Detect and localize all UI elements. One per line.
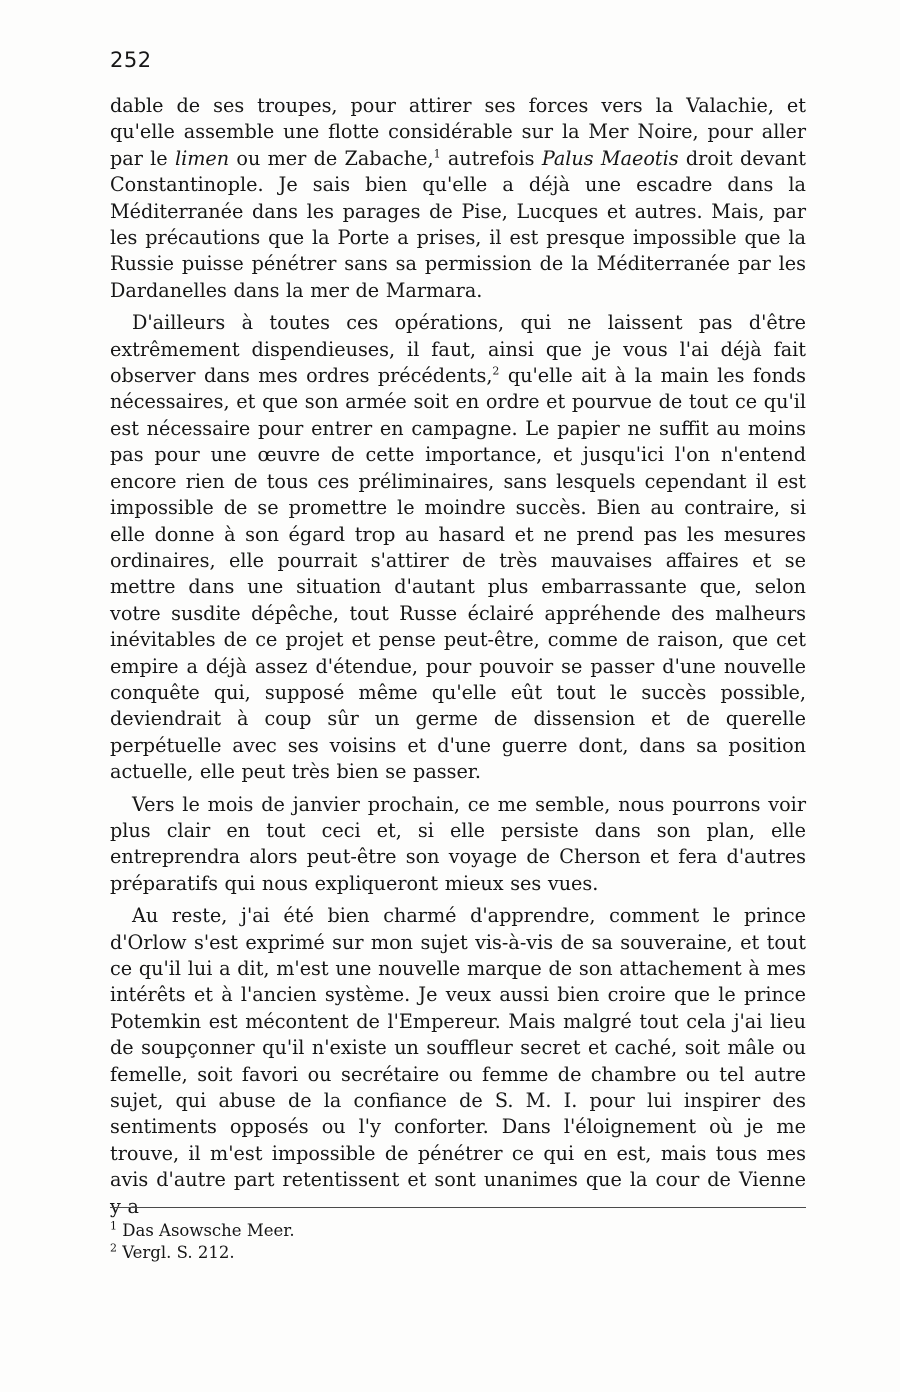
paragraph — [110, 93, 806, 304]
footnote-marker: 1 — [110, 1219, 117, 1233]
text-run: droit devant Constantinople. Je sais bien qu'elle a déjà une escadre dans la Méditerranée dans les parages de Pise, Lucques et autres. Mais, par les précautions que la Porte a prises, il est presque impossible que la Russie puisse pénétrer sans sa permission de la Méditerranée par les Dardanelles dans la mer de Marmara. — [110, 146, 807, 302]
body-text — [110, 93, 806, 1220]
text-run: D'ailleurs à toutes ces opérations, qui ne laissent pas d'être extrêmement dispendieuses, il faut, ainsi que je vous l'ai déjà fait observer dans mes ordres précédents, — [110, 311, 806, 388]
text-run: ou mer de Zabache, — [229, 146, 434, 170]
footnote-reference: 1 — [433, 147, 441, 161]
footnote-marker: 2 — [110, 1241, 117, 1255]
text-run: autrefois — [440, 146, 542, 170]
paragraph — [110, 310, 806, 785]
italic-text: Palus Maeotis — [541, 146, 679, 170]
footnote — [110, 1220, 806, 1242]
footnotes — [110, 1220, 806, 1264]
footnote-divider — [110, 1207, 806, 1208]
italic-text: limen — [174, 146, 230, 170]
paragraph — [110, 903, 806, 1220]
footnote-text: Vergl. S. 212. — [122, 1243, 235, 1262]
text-run: Au reste, j'ai été bien charmé d'apprendre, comment le prince d'Orlow s'est exprimé sur mon sujet vis-à-vis de sa souveraine, et tout ce qu'il lui a dit, m'est une nouvelle marque de son attachement à mes intérêts et à l'ancien système. Je veux aussi bien croire que le prince Potemkin est mécontent de l'Empereur. Mais malgré tout cela j'ai lieu de soupçonner qu'il n'existe un souffleur secret et caché, soit mâle ou femelle, soit favori ou secrétaire ou femme de chambre ou tel autre sujet, qui abuse de la confiance de S. M. I. pour lui inspirer des sentiments opposés ou l'y conforter. Dans l'éloignement où je me trouve, il m'est impossible de pénétrer ce qui en est, mais tous mes avis d'autre part retentissent et sont unanimes que la cour de Vienne y a — [110, 904, 806, 1218]
paragraph — [110, 792, 806, 898]
footnote-text: Das Asowsche Meer. — [122, 1221, 295, 1240]
page-number: 252 — [110, 48, 152, 72]
footnote — [110, 1242, 806, 1264]
text-run: qu'elle ait à la main les fonds nécessaires, et que son armée soit en ordre et pourvue de tout ce qu'il est nécessaire pour entrer en campagne. Le papier ne suffit au moins pas pour une œuvre de cette importance, et jusqu'ici l'on n'entend encore rien de tous ces préliminaires, sans lesquels cependant il est impossible de se promettre le moindre succès. Bien au contraire, si elle donne à son égard trop au hasard et ne prend pas les mesures ordinaires, elle pourrait s'attirer de très mauvaises affaires et se mettre dans une situation d'autant plus embarrassante que, selon votre susdite dépêche, tout Russe éclairé appréhende des malheurs inévitables de ce projet et pense peut-être, comme de raison, que cet empire a déjà assez d'étendue, pour pouvoir se passer d'une nouvelle conquête qui, supposé même qu'elle eût tout le succès possible, deviendrait à coup sûr un germe de dissension et de querelle perpétuelle avec ses voisins et d'une guerre dont, dans sa position actuelle, elle peut très bien se passer. — [110, 364, 806, 784]
text-run: dable de ses troupes, pour attirer ses forces vers la Valachie, et qu'elle assemble une flotte considérable sur la Mer Noire, pour aller par le — [110, 94, 806, 170]
text-run: Vers le mois de janvier prochain, ce me semble, nous pourrons voir plus clair en tout ceci et, si elle persiste dans son plan, elle entreprendra alors peut-être son voyage de Cherson et fera d'autres préparatifs qui nous expliqueront mieux ses vues. — [110, 792, 806, 895]
footnote-reference: 2 — [492, 364, 500, 378]
